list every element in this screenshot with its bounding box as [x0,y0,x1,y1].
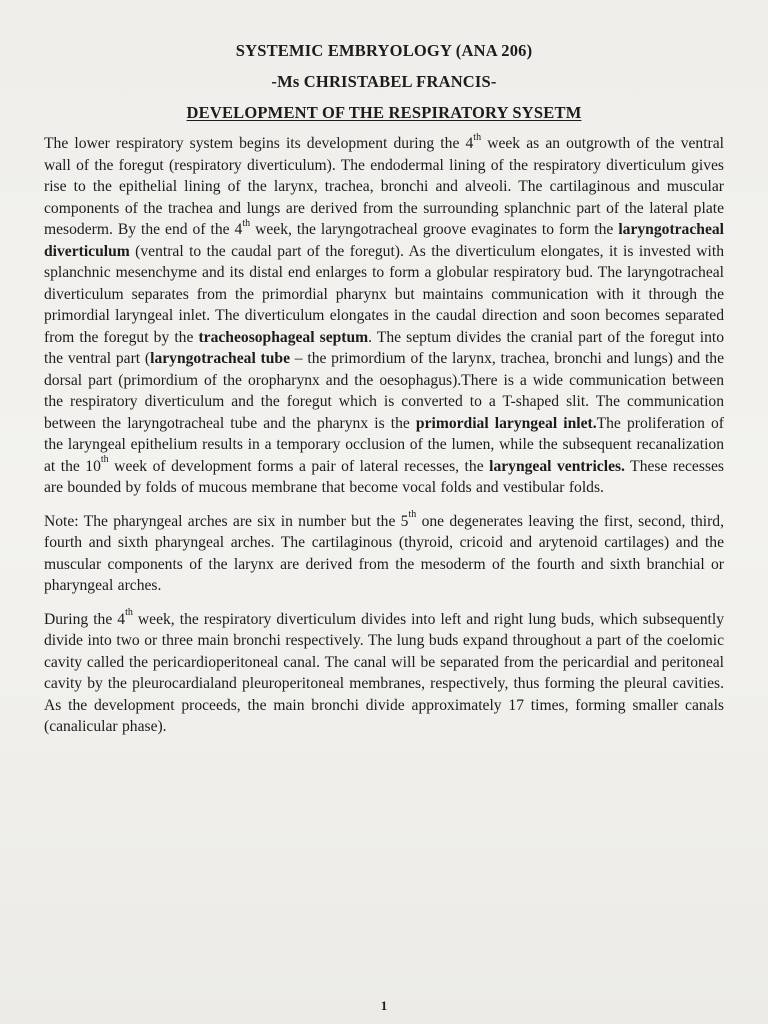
text-run: – the primordium of the larynx, trachea, bronchi and lungs) and the dorsal part (primordium of the oropharynx and the oesophagus).There is a wide communication between the respiratory diverticulum and the foregut which is converted to a T-shaped slit. The communication between the laryngotracheal tube and the pharynx is the [44,350,724,432]
text-run: week, the laryngotracheal groove evaginates to form the [250,221,619,238]
paragraph-development [44,133,724,499]
text-run: During the 4 [44,610,126,628]
bold-term: primordial laryngeal inlet. [415,414,597,432]
page-number: 1 [380,998,388,1013]
bold-term: laryngotracheal tube [150,350,291,367]
superscript: th [125,607,133,619]
bold-term: tracheosophageal septum [198,328,369,346]
lecturer-name: -Ms CHRISTABEL FRANCIS- [271,72,497,91]
text-run: one degenerates leaving the first, second, third, fourth and sixth pharyngeal arches. The cartilaginous (thyroid, cricoid and arytenoid cartilages) and the muscular components of the larynx are derived from the mesoderm of the fourth and sixth branchial or pharyngeal arches. [44,512,724,594]
text-run: (ventral to the caudal part of the foregut). As the diverticulum elongates, it is invested with splanchnic mesenchyme and its distal end enlarges to form a globular respiratory bud. The laryngotracheal diverticulum separates from the primordial pharynx but maintains communication with it through the primordial laryngeal inlet. The diverticulum elongates in the caudal direction and soon becomes separated from the foregut by the [44,242,724,346]
superscript: th [242,217,251,229]
superscript: th [100,454,109,466]
text-run: . The septum divides the cranial part of the foregut into the ventral part ( [44,328,724,367]
course-title: SYSTEMIC EMBRYOLOGY (ANA 206) [235,41,533,60]
text-run: The proliferation of the laryngeal epithelium results in a temporary occlusion of the lumen, while the subsequent recanalization at the 10 [44,414,724,475]
text-run: week of development forms a pair of lateral recesses, the [108,457,490,475]
text-run: These recesses are bounded by folds of mucous membrane that become vocal folds and vestibular folds. [44,457,724,496]
bold-term: laryngotracheal diverticulum [44,221,724,260]
paragraph-note [44,511,724,597]
document-title-text: DEVELOPMENT OF THE RESPIRATORY SYSETM [186,103,582,122]
superscript: th [473,131,482,143]
text-run: Note: The pharyngeal arches are six in number but the 5 [44,512,409,530]
paragraph-lung-buds [44,609,724,738]
bold-term: laryngeal ventricles. [489,457,625,475]
text-run: The lower respiratory system begins its development during the 4 [44,135,474,152]
text-run: week as an outgrowth of the ventral wall of the foregut (respiratory diverticulum). The endodermal lining of the respiratory diverticulum gives rise to the epithelial lining of the larynx, trachea, bronchi and alveoli. The cartilaginous and muscular components of the trachea and lungs are derived from the surrounding splanchnic part of the lateral plate mesoderm. By the end of the 4 [44,135,724,238]
document-title [44,102,724,124]
superscript: th [408,509,417,521]
text-run: week, the respiratory diverticulum divides into left and right lung buds, which subsequently divide into two or three main bronchi respectively. The lung buds expand throughout a part of the coelomic cavity called the pericardioperitoneal canal. The canal will be separated from the pericardial and peritoneal cavity by the pleurocardialand pleuroperitoneal membranes, respectively, thus forming the pleural cavities. As the development proceeds, the main bronchi divide approximately 17 times, forming smaller canals (canalicular phase). [44,610,725,735]
